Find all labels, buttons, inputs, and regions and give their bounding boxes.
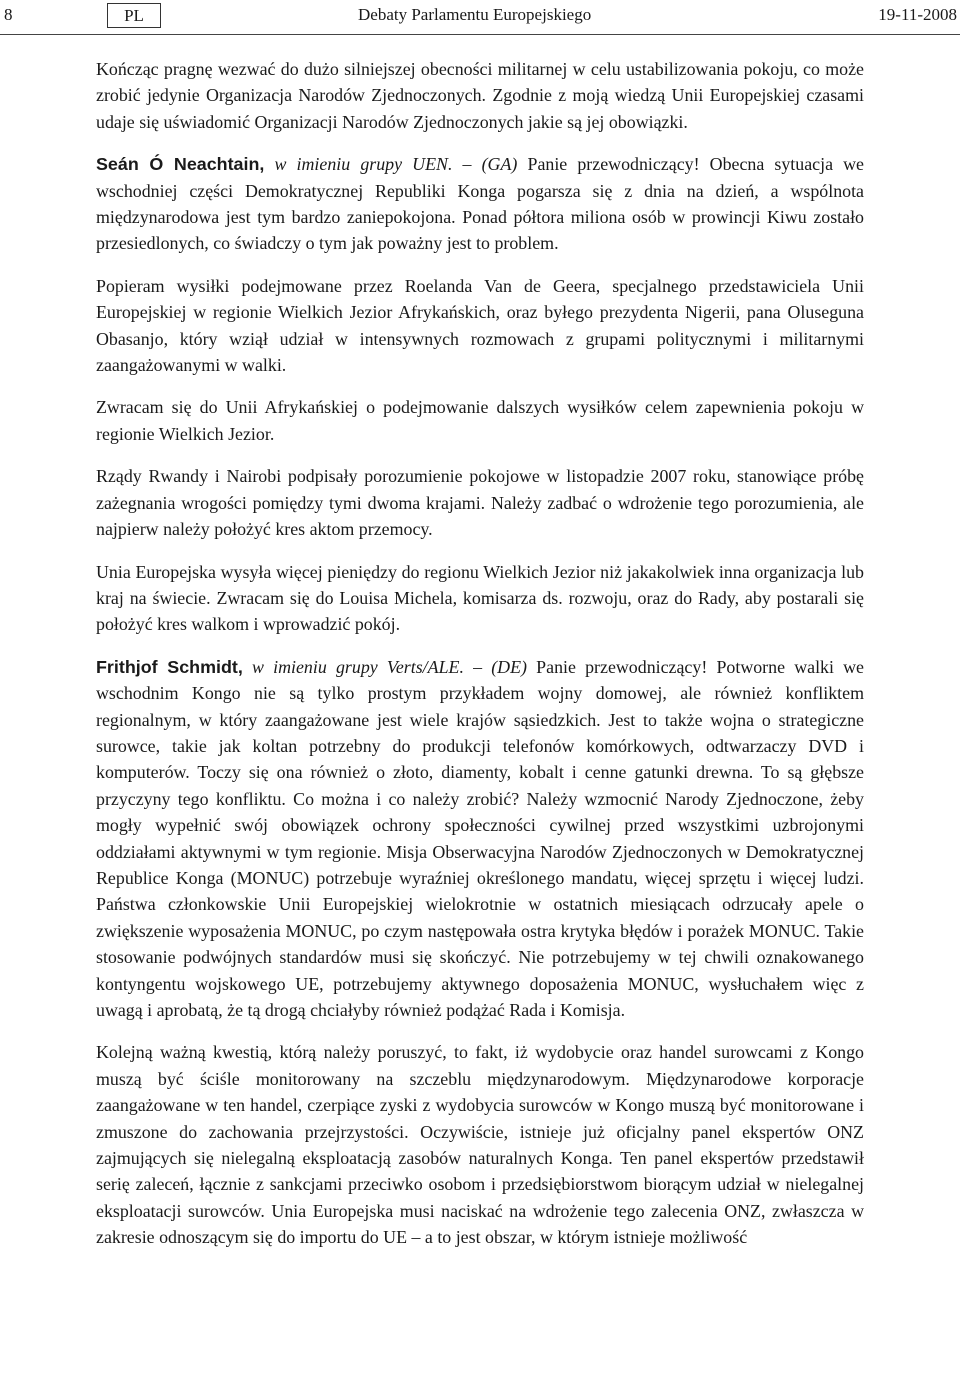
speaker-affiliation: w imieniu grupy UEN. – (GA) — [274, 154, 518, 175]
paragraph: Popieram wysiłki podejmowane przez Roelanda Van de Geera, specjalnego przedstawiciela Unii Europejskiej w regionie Wielkich Jezior Afrykańskich, oraz byłego prezydenta Nigerii, pana Oluseguna Obasanjo, który wziął udział w intensywnych rozmowach z grupami politycznymi i militarnymi zaangażowanymi w walki. — [96, 275, 864, 376]
paragraph: Kończąc pragnę wezwać do dużo silniejszej obecności militarnej w celu ustabilizowania pokoju, co może zrobić jedynie Organizacja Narodów Zjednoczonych. Zgodnie z moją wiedzą Unii Europejskiej czasami udaje się uświadomić Organizacji Narodów Zjednoczonych jakie są jej obowiązki. — [96, 59, 864, 132]
speech-text: Panie przewodniczący! Obecna sytuacja we wschodniej części Demokratycznej Republiki Konga pogarsza się z dnia na dzień, a wspólnota międzynarodowa jest tym bardzo zaniepokojona. Ponad półtora miliona osób w prowincji Kiwu zostało przesiedlonych, co świadczy o tym jak poważny jest to problem. — [96, 154, 864, 254]
paragraph: Kolejną ważną kwestią, którą należy poruszyć, to fakt, iż wydobycie oraz handel surowcami z Kongo muszą być ściśle monitorowany na szczeblu międzynarodowym. Międzynarodowe korporacje zaangażowane w ten handel, czerpiące zyski z wydobycia surowców w Kongo muszą być monitorowane i zmuszone do zachowania przejrzystości. Oczywiście, istnieje już oficjalny panel ekspertów ONZ zajmujących się nielegalną eksploatacją zasobów naturalnych Konga. Ten panel ekspertów przedstawił serię zaleceń, łącznie z sankcjami przeciwko osobom i przedsiębiorstwom biorącym udział w nielegalnej eksploatacji surowców. Unia Europejska musi naciskać na wdrożenie tego zalecenia ONZ, zwłaszcza w zakresie odnoszącym się do importu do UE – a to jest obszar, w którym istnieje możliwość — [96, 1042, 864, 1248]
publication-date: 19-11-2008 — [878, 5, 957, 24]
paragraph: Zwracam się do Unii Afrykańskiej o podejmowanie dalszych wysiłków celem zapewnienia pokoju w regionie Wielkich Jezior. — [96, 397, 864, 444]
publication-title: Debaty Parlamentu Europejskiego — [358, 5, 592, 24]
language-badge: PL — [107, 3, 161, 28]
page-number: 8 — [4, 5, 13, 24]
paragraph: Unia Europejska wysyła więcej pieniędzy do regionu Wielkich Jezior niż jakakolwiek inna organizacja lub kraj na świecie. Zwracam się do Louisa Michela, komisarza ds. rozwoju, oraz do Rady, aby postarali się położyć kres walkom i wprowadzić pokój. — [96, 561, 864, 635]
speaker-name: Seán Ó Neachtain, — [96, 154, 265, 175]
document-body — [96, 56, 864, 1267]
speaker-name: Frithjof Schmidt, — [96, 656, 243, 677]
speech-text: Panie przewodniczący! Potworne walki we wschodnim Kongo nie są tylko prostym przykładem wojny domowej, ale również konfliktem regionalnym, w który zaangażowane jest wiele krajów sąsiedzkich. Jest to także wojna o strategiczne surowce, takie jak koltan potrzebny do produkcji telefonów komórkowych, odtwarzaczy DVD i komputerów. Toczy się ona również o złoto, diamenty, kobalt i cenne gatunki drewna. To są głębsze przyczyny tego konfliktu. Co można i co należy zrobić? Należy wzmocnić Narody Zjednoczone, żeby mogły wypełnić swój obowiązek ochrony społeczności cywilnej przed wszystkimi uzbrojonymi oddziałami aktywnymi w tym regionie. Misja Obserwacyjna Narodów Zjednoczonych w Demokratycznej Republice Konga (MONUC) potrzebuje wyraźniej określonego mandatu, więcej sprzętu i więcej ludzi. Państwa członkowskie Unii Europejskiej wielokrotnie w ostatnich miesiącach odrzucały apele o zwiększenie wyposażenia MONUC, po czym następowała ostra krytyka błędów i porażek MONUC. Takie stosowanie podwójnych standardów musi się skończyć. Nie potrzebujemy w tej chwili oznakowanego kontyngentu wojskowego UE, potrzebujemy aktywnego doposażenia MONUC, wysłuchałem więc z uwagą i aprobatą, że tą drogą chciałyby również podążać Rada i Komisja. — [96, 656, 864, 1020]
speaker-affiliation: w imieniu grupy Verts/ALE. – (DE) — [252, 656, 527, 677]
speech-paragraph — [96, 654, 864, 1024]
speech-paragraph — [96, 151, 864, 257]
paragraph: Rządy Rwandy i Nairobi podpisały porozumienie pokojowe w listopadzie 2007 roku, stanowiące próbę zażegnania wrogości pomiędzy tymi dwoma krajami. Należy zadbać o wdrożenie tego porozumienia, ale najpierw należy położyć kres aktom przemocy. — [96, 466, 864, 540]
page-header — [0, 0, 960, 35]
